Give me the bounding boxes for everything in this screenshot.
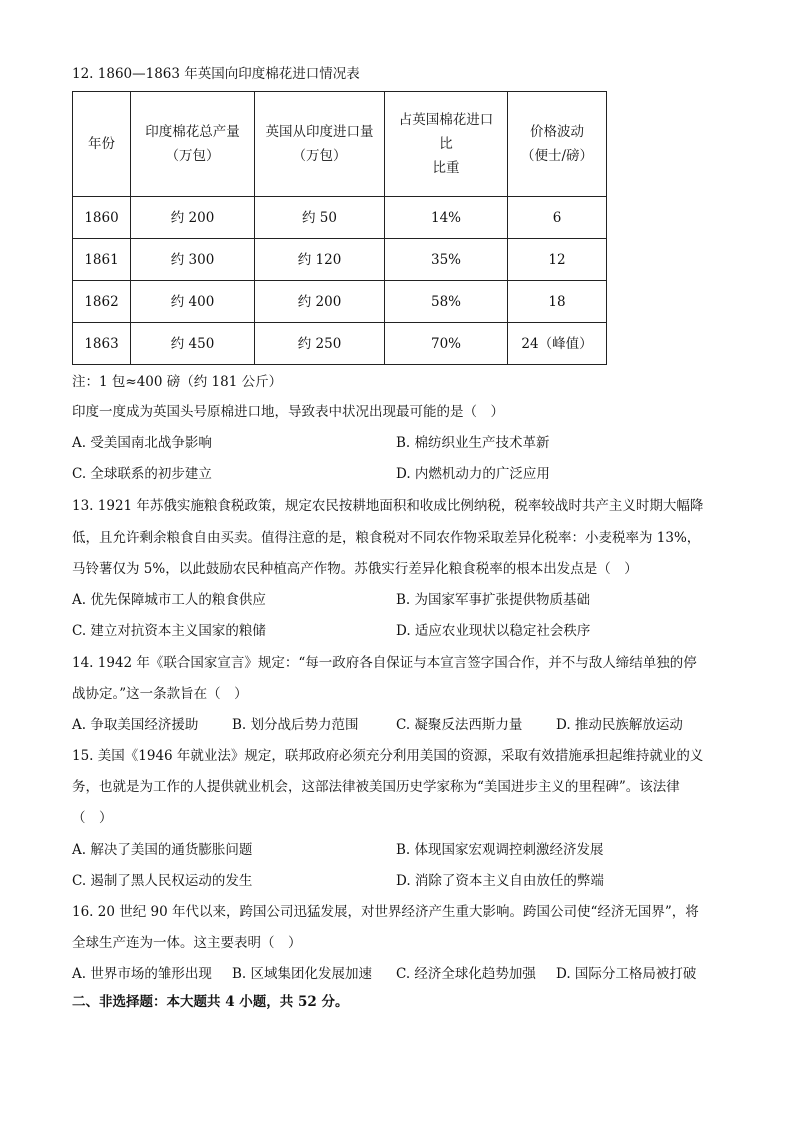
q13-stem-line: 13. 1921 年苏俄实施粮食税政策，规定农民按耕地面积和收成比例纳税，税率较战时共产主义时期大幅降 bbox=[72, 498, 704, 514]
q14-option-c[interactable]: C. 凝聚反法西斯力量 bbox=[396, 717, 523, 733]
q12-option-d[interactable]: D. 内燃机动力的广泛应用 bbox=[396, 466, 550, 482]
header-share: 占英国棉花进口 比 比重 bbox=[385, 92, 508, 197]
table-header-row bbox=[73, 92, 607, 197]
table-cell: 12 bbox=[508, 239, 607, 281]
q13-stem-line: 马铃薯仅为 5%，以此鼓励农民种植高产作物。苏俄实行差异化粮食税率的根本出发点是（ ） bbox=[72, 561, 638, 577]
table-cell: 约 50 bbox=[255, 197, 385, 239]
header-uk-import: 英国从印度进口量 （万包） bbox=[255, 92, 385, 197]
q15-option-a[interactable]: A. 解决了美国的通货膨胀问题 bbox=[72, 842, 253, 858]
q15-option-b[interactable]: B. 体现国家宏观调控刺激经济发展 bbox=[396, 842, 604, 858]
q12-option-c[interactable]: C. 全球联系的初步建立 bbox=[72, 466, 212, 482]
table-cell: 18 bbox=[508, 281, 607, 323]
q14-stem-line: 战协定。”这一条款旨在（ ） bbox=[72, 686, 248, 702]
header-year: 年份 bbox=[73, 92, 131, 197]
q15-option-c[interactable]: C. 遏制了黑人民权运动的发生 bbox=[72, 873, 253, 889]
q16-option-c[interactable]: C. 经济全球化趋势加强 bbox=[396, 966, 536, 982]
table-row bbox=[73, 281, 607, 323]
table-row bbox=[73, 197, 607, 239]
table-cell: 1860 bbox=[73, 197, 131, 239]
table-cell: 6 bbox=[508, 197, 607, 239]
header-india-output: 印度棉花总产量 （万包） bbox=[131, 92, 255, 197]
q12-option-a[interactable]: A. 受美国南北战争影响 bbox=[72, 435, 212, 451]
table-cell: 35% bbox=[385, 239, 508, 281]
q12-option-b[interactable]: B. 棉纺织业生产技术革新 bbox=[396, 435, 550, 451]
table-cell: 1861 bbox=[73, 239, 131, 281]
q15-stem-line: 务，也就是为工作的人提供就业机会，这部法律被美国历史学家称为“美国进步主义的里程碑”。该法律 bbox=[72, 779, 680, 795]
q13-option-d[interactable]: D. 适应农业现状以稳定社会秩序 bbox=[396, 623, 591, 639]
q13-option-c[interactable]: C. 建立对抗资本主义国家的粮储 bbox=[72, 623, 266, 639]
q16-option-b[interactable]: B. 区域集团化发展加速 bbox=[232, 966, 373, 982]
q13-option-b[interactable]: B. 为国家军事扩张提供物质基础 bbox=[396, 592, 591, 608]
q14-option-a[interactable]: A. 争取美国经济援助 bbox=[72, 717, 199, 733]
q15-stem-line: 15. 美国《1946 年就业法》规定，联邦政府必须充分利用美国的资源，采取有效措施承担起维持就业的义 bbox=[72, 748, 704, 764]
table-cell: 约 400 bbox=[131, 281, 255, 323]
header-price: 价格波动 （便士/磅） bbox=[508, 92, 607, 197]
table-cell: 约 200 bbox=[131, 197, 255, 239]
table-cell: 约 200 bbox=[255, 281, 385, 323]
cotton-import-table bbox=[72, 91, 607, 365]
q15-option-d[interactable]: D. 消除了资本主义自由放任的弊端 bbox=[396, 873, 604, 889]
table-cell: 14% bbox=[385, 197, 508, 239]
table-cell: 约 120 bbox=[255, 239, 385, 281]
table-cell: 约 250 bbox=[255, 323, 385, 365]
q14-stem-line: 14. 1942 年《联合国家宣言》规定：“每一政府各自保证与本宣言签字国合作，并不与敌人缔结单独的停 bbox=[72, 655, 697, 671]
q14-option-d[interactable]: D. 推动民族解放运动 bbox=[556, 717, 683, 733]
section-2-heading: 二、非选择题：本大题共 4 小题，共 52 分。 bbox=[72, 994, 349, 1010]
q14-option-b[interactable]: B. 划分战后势力范围 bbox=[232, 717, 359, 733]
table-cell: 70% bbox=[385, 323, 508, 365]
q16-stem-line: 全球生产连为一体。这主要表明（ ） bbox=[72, 935, 302, 951]
table-row bbox=[73, 239, 607, 281]
table-cell: 约 450 bbox=[131, 323, 255, 365]
q16-stem-line: 16. 20 世纪 90 年代以来，跨国公司迅猛发展，对世界经济产生重大影响。跨国公司使“经济无国界”，将 bbox=[72, 904, 699, 920]
q12-title: 12. 1860—1863 年英国向印度棉花进口情况表 bbox=[72, 66, 360, 82]
q13-option-a[interactable]: A. 优先保障城市工人的粮食供应 bbox=[72, 592, 266, 608]
table-cell: 1863 bbox=[73, 323, 131, 365]
table-row bbox=[73, 323, 607, 365]
q16-option-d[interactable]: D. 国际分工格局被打破 bbox=[556, 966, 697, 982]
table-cell: 24（峰值） bbox=[508, 323, 607, 365]
q12-note: 注：1 包≈400 磅（约 181 公斤） bbox=[72, 374, 283, 390]
table-cell: 1862 bbox=[73, 281, 131, 323]
q12-stem: 印度一度成为英国头号原棉进口地，导致表中状况出现最可能的是（ ） bbox=[72, 404, 504, 420]
q16-option-a[interactable]: A. 世界市场的雏形出现 bbox=[72, 966, 212, 982]
q15-stem-line: （ ） bbox=[72, 810, 113, 826]
q13-stem-line: 低，且允许剩余粮食自由买卖。值得注意的是，粮食税对不同农作物采取差异化税率：小麦税率为 13%， bbox=[72, 530, 701, 546]
table-cell: 58% bbox=[385, 281, 508, 323]
table-cell: 约 300 bbox=[131, 239, 255, 281]
